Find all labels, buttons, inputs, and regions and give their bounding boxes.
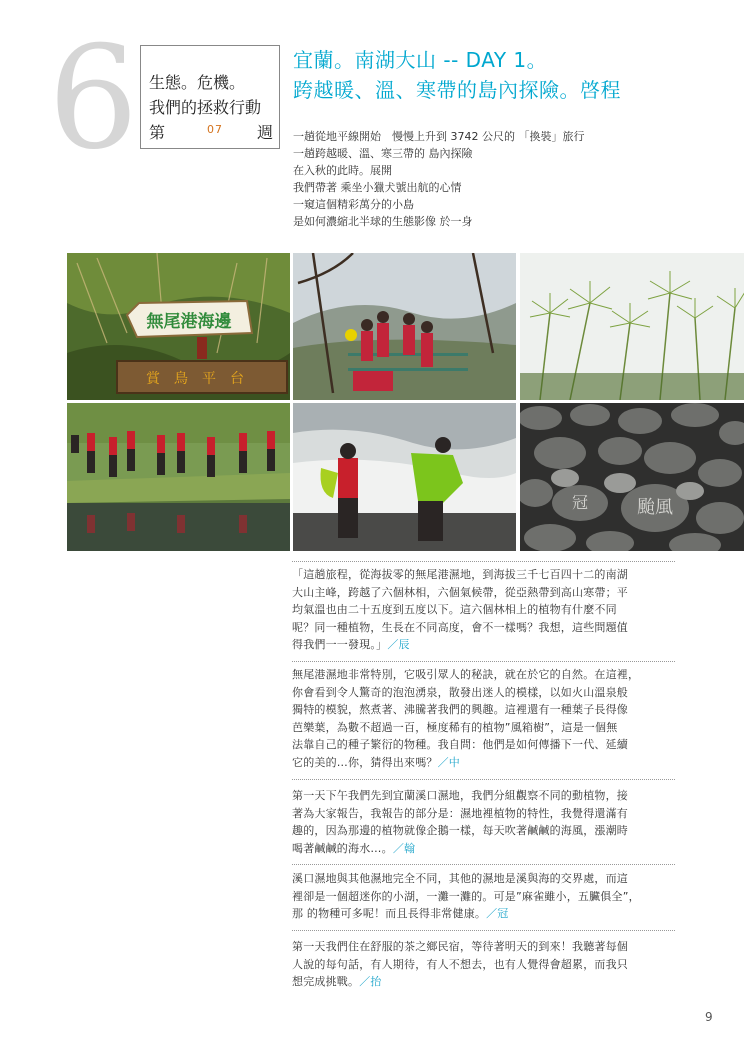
story-line: 呢？同一種植物，生長在不同高度，會不一樣嗎？我想，這些問題值 (292, 620, 628, 634)
divider (292, 779, 675, 780)
story-line: 大山主峰，跨越了六個林相，六個氣候帶，從亞熱帶到高山寒帶；平 (292, 585, 628, 599)
story-line: 溪口濕地與其他濕地完全不同，其他的濕地是溪與海的交界處，而這 (292, 872, 628, 885)
intro-text (293, 128, 584, 230)
sign-top-text: 無尾港海邊 (146, 312, 232, 332)
intro-line: 我們帶著 乘坐小獵犬號出航的心情 (293, 181, 462, 194)
box-week-prefix: 第 (149, 123, 166, 142)
story-line: 芭樂葉，為數不超過一百，極度稀有的植物”風箱樹”，這是一個無 (292, 720, 618, 734)
story-line: 第一天下午我們先到宜蘭溪口濕地，我們分組觀察不同的動植物，接 (292, 789, 628, 802)
story-line: 人說的每句話，有人期待，有人不想去，也有人覺得會超累，而我只 (292, 957, 628, 971)
story-line: 得我們一一發現。」 (292, 638, 388, 651)
divider (292, 930, 675, 931)
divider (292, 561, 675, 562)
story-line: 獨特的模貌，熬煮著、沸騰著我們的興趣。這裡還有一種葉子長得像 (292, 703, 628, 716)
photo-wetland-group (67, 403, 290, 551)
story-line: 裡卻是一個超迷你的小湖，一灘一灘的。可是”麻雀雖小，五臟俱全”， (292, 889, 640, 903)
story-line: 著為大家報告，我報告的部分是：濕地裡植物的特性，我覺得還滿有 (292, 806, 628, 820)
title-line-1: 宜蘭。南湖大山 -- DAY 1。 (293, 48, 548, 72)
photo-stones (520, 403, 744, 551)
story-line: 喝著鹹鹹的海水…。 (292, 841, 393, 855)
intro-line: 一窺這個精彩萬分的小島 (293, 198, 414, 211)
box-week-number: 07 (207, 123, 223, 136)
story-line: 無尾港濕地非常特別，它吸引眾人的秘訣，就在於它的自然。在這裡， (292, 668, 640, 681)
story-line: 趣的，因為那邊的植物就像企鵝一樣，每天吹著鹹鹹的海風，漲潮時 (292, 824, 628, 837)
title-line-2: 跨越暖、溫、寒帶的島內探險。啓程 (293, 78, 621, 102)
story-author: ／翰 (392, 841, 416, 855)
stone-text-2: 颱風 (637, 497, 673, 518)
story-author: ／辰 (387, 638, 410, 651)
intro-line: 是如何濃縮北半球的生態影像 於一身 (293, 215, 473, 228)
story-line: 它的美的…你，猜得出來嗎？ (292, 755, 438, 769)
stone-text-1: 冠 (571, 493, 589, 512)
story-line: 法靠自己的種子繁衍的物種。我自問：他們是如何傳播下一代、延續 (292, 738, 628, 751)
box-line-1: 生態。危機。 (149, 73, 246, 92)
box-line-2: 我們的拯救行動 (149, 98, 262, 117)
week-label-box (140, 45, 280, 149)
intro-line: 一趟跨越暖、溫、寒三帶的 島內探險 (293, 147, 473, 160)
story-author: ／中 (437, 755, 461, 769)
story-line: 想完成挑戰。 (292, 975, 360, 988)
story-3 (292, 787, 672, 857)
story-line: 均氣溫也由二十五度到五度以下。這六個林相上的植物有什麼不同 (292, 603, 617, 616)
divider (292, 864, 675, 865)
story-line: 第一天我們住在舒服的茶之鄉民宿，等待著明天的到來！我聽著每個 (292, 940, 628, 953)
story-4 (292, 870, 672, 923)
photo-beach (293, 403, 516, 551)
story-1 (292, 566, 672, 654)
intro-line: 在入秋的此時。展開 (293, 164, 392, 177)
photo-lookout (293, 253, 516, 400)
box-week-suffix: 週 (257, 123, 274, 142)
story-5 (292, 938, 672, 991)
story-line: 那 的物種可多呢！而且長得非常健康。 (292, 907, 487, 920)
story-author: ／抬 (359, 975, 382, 988)
story-2 (292, 666, 672, 771)
story-line: 你會看到令人驚奇的泡泡湧泉，散發出迷人的模樣，以如火山溫泉般 (292, 685, 628, 699)
week-big-number: 6 (48, 16, 139, 181)
story-author: ／冠 (486, 907, 509, 920)
divider (292, 661, 675, 662)
sign-bottom-text: 賞鳥平台 (146, 371, 258, 387)
photo-sign (67, 253, 290, 400)
page-number: 9 (705, 1010, 713, 1024)
photo-papyrus (520, 253, 744, 400)
intro-line: 一趟從地平線開始 慢慢上升到 3742 公尺的 「換裝」旅行 (293, 130, 585, 143)
story-line: 「這趟旅程，從海拔零的無尾港濕地，到海拔三千七百四十二的南湖 (292, 568, 628, 581)
